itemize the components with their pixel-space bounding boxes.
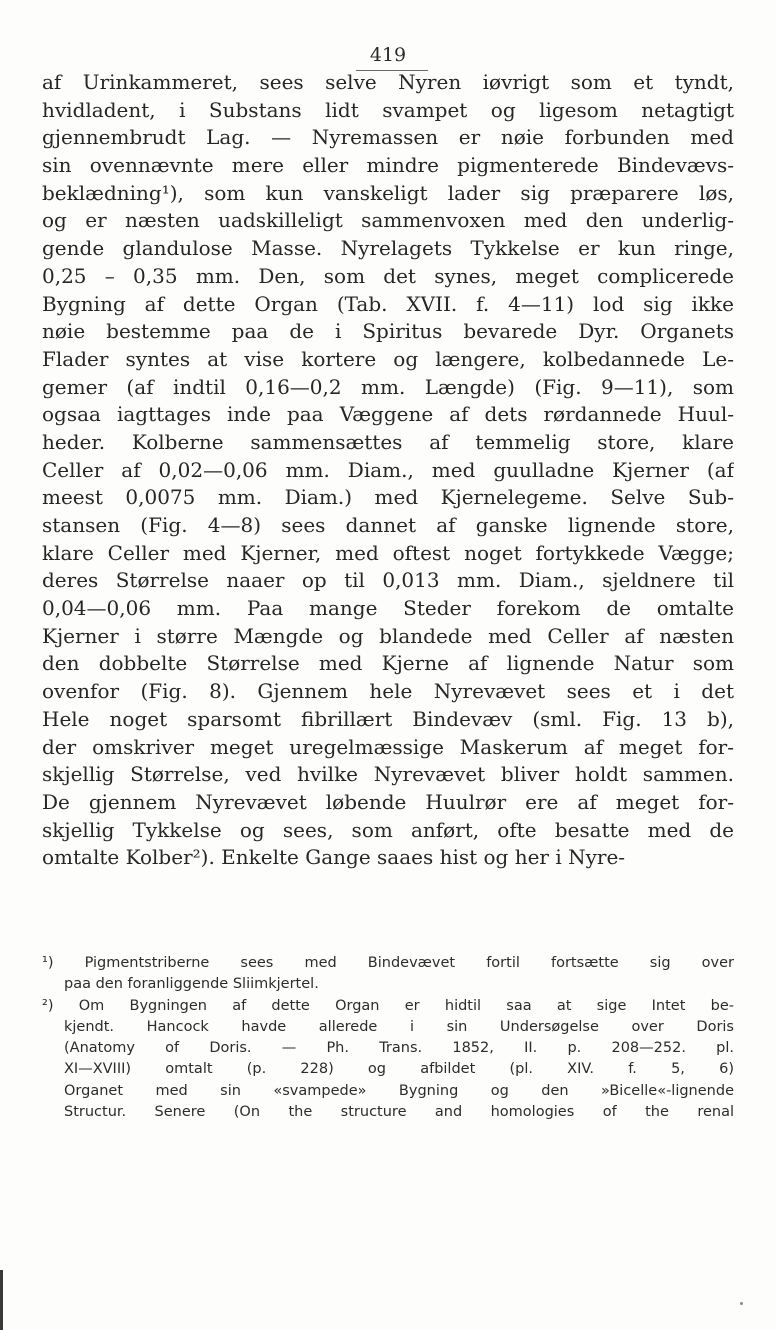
- body-line: der omskriver meget uregelmæssige Maskerum af meget for-: [42, 734, 734, 759]
- body-line: skjellig Tykkelse og sees, som anført, ofte besatte med de: [42, 817, 734, 842]
- body-line: Flader syntes at vise kortere og længere, kolbedannede Le-: [42, 346, 734, 371]
- footnote-line: ²) Om Bygningen af dette Organ er hidtil saa at sige Intet be-: [42, 997, 734, 1014]
- scan-edge-mark: [0, 1270, 3, 1330]
- body-line: omtalte Kolber²). Enkelte Gange saaes hist og her i Nyre-: [42, 845, 626, 870]
- body-line: ogsaa iagttages inde paa Væggene af dets rørdannede Huul-: [42, 402, 734, 427]
- footnote-line: Structur. Senere (On the structure and homologies of the renal: [64, 1104, 734, 1121]
- body-line: heder. Kolberne sammensættes af temmelig store, klare: [42, 429, 734, 454]
- body-line: den dobbelte Størrelse med Kjerne af lignende Natur som: [42, 651, 734, 676]
- body-line: Celler af 0,02—0,06 mm. Diam., med guulladne Kjerner (af: [42, 457, 734, 482]
- body-line: Hele noget sparsomt fibrillært Bindevæv (sml. Fig. 13 b),: [42, 706, 734, 731]
- body-line: Kjerner i større Mængde og blandede med Celler af næsten: [42, 623, 734, 648]
- footnote-line: XI—XVIII) omtalt (p. 228) og afbildet (pl. XIV. f. 5, 6): [64, 1061, 734, 1078]
- body-line: klare Celler med Kjerner, med oftest noget fortykkede Vægge;: [42, 540, 734, 565]
- body-line: 0,04—0,06 mm. Paa mange Steder forekom de omtalte: [42, 596, 734, 621]
- body-line: og er næsten uadskilleligt sammenvoxen med den underlig-: [42, 208, 734, 233]
- footnote-line: kjendt. Hancock havde allerede i sin Undersøgelse over Doris: [64, 1018, 734, 1035]
- footnote-line: (Anatomy of Doris. — Ph. Trans. 1852, II. p. 208—252. pl.: [64, 1040, 734, 1057]
- footnotes: [42, 953, 734, 1123]
- footnote-line: Organet med sin «svampede» Bygning og den »Bicelle«-lignende: [64, 1082, 734, 1099]
- footnote-line: ¹) Pigmentstriberne sees med Bindevævet fortil fortsætte sig over: [42, 955, 734, 971]
- body-line: sin ovennævnte mere eller mindre pigmenterede Bindevævs-: [42, 153, 734, 178]
- body-text: [42, 69, 734, 872]
- body-line: af Urinkammeret, sees selve Nyren iøvrigt som et tyndt,: [42, 70, 734, 94]
- body-line: nøie bestemme paa de i Spiritus bevarede Dyr. Organets: [42, 319, 734, 344]
- body-line: beklædning¹), som kun vanskeligt lader sig præparere løs,: [42, 180, 734, 205]
- scan-speck: [740, 1302, 743, 1305]
- body-line: Bygning af dette Organ (Tab. XVII. f. 4—11) lod sig ikke: [42, 291, 734, 316]
- body-line: 0,25 – 0,35 mm. Den, som det synes, meget complicerede: [42, 263, 734, 288]
- body-line: hvidladent, i Substans lidt svampet og ligesom netagtigt: [42, 97, 734, 122]
- body-line: gende glandulose Masse. Nyrelagets Tykkelse er kun ringe,: [42, 236, 734, 261]
- body-line: skjellig Størrelse, ved hvilke Nyrevævet bliver holdt sammen.: [42, 762, 734, 787]
- page-number: 419: [369, 44, 407, 66]
- body-line: stansen (Fig. 4—8) sees dannet af ganske lignende store,: [42, 513, 734, 537]
- body-line: gemer (af indtil 0,16—0,2 mm. Længde) (Fig. 9—11), som: [42, 374, 734, 399]
- body-line: gjennembrudt Lag. — Nyremassen er nøie forbunden med: [42, 125, 734, 150]
- body-line: De gjennem Nyrevævet løbende Huulrør ere af meget for-: [42, 789, 734, 814]
- footnote-line: paa den foranliggende Sliimkjertel.: [64, 976, 319, 993]
- body-line: deres Størrelse naaer op til 0,013 mm. Diam., sjeldnere til: [42, 568, 734, 593]
- body-line: meest 0,0075 mm. Diam.) med Kjernelegeme. Selve Sub-: [42, 485, 734, 510]
- body-line: ovenfor (Fig. 8). Gjennem hele Nyrevævet sees et i det: [42, 679, 734, 704]
